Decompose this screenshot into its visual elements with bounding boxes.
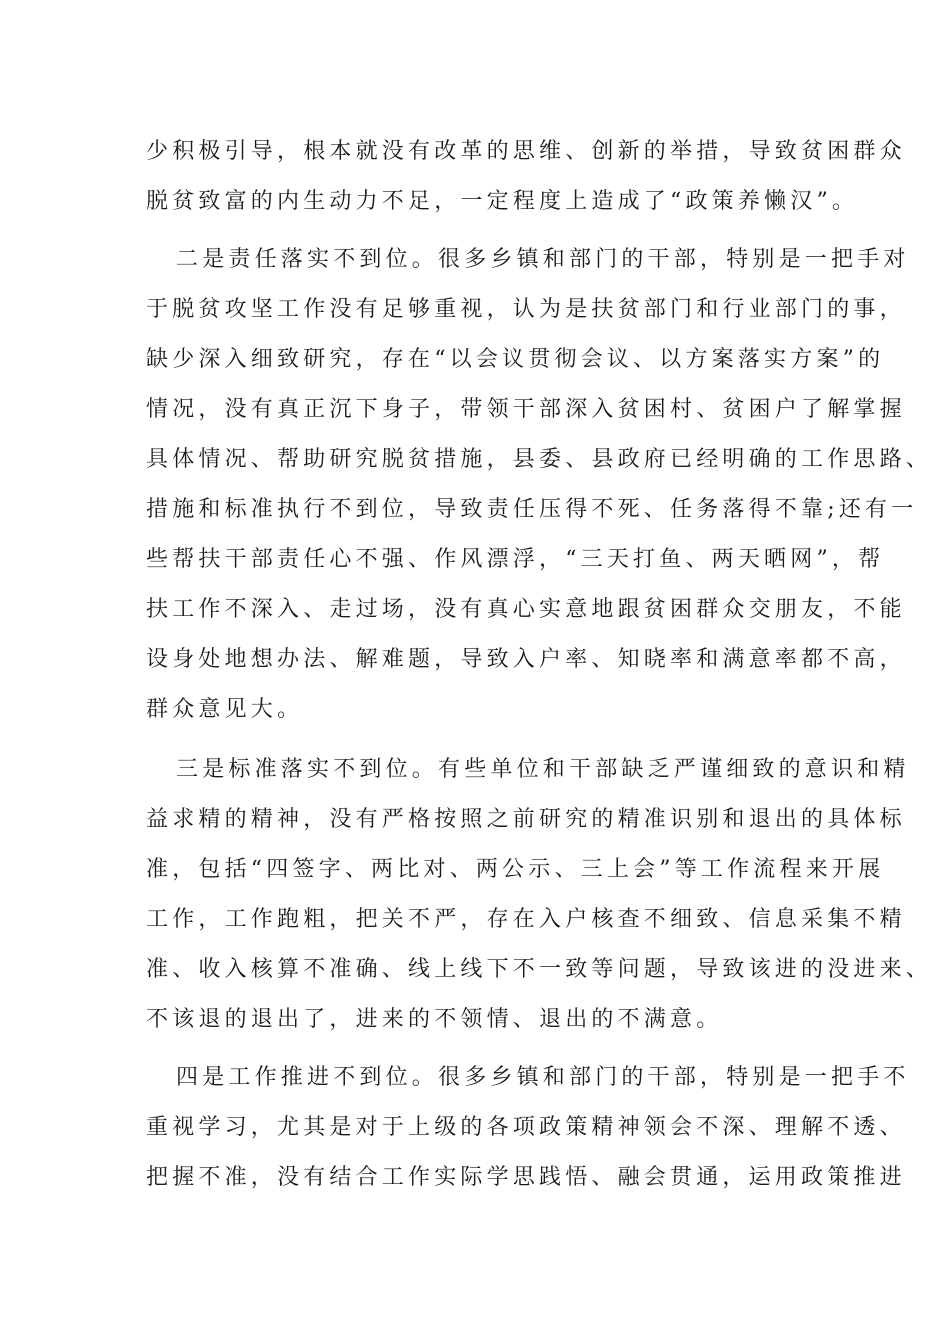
text-line: 群众意见大。: [146, 697, 304, 722]
text-line: 些帮扶干部责任心不强、作风漂浮，“三天打鱼、两天晒网”，帮: [146, 547, 885, 572]
text-line: 工作，工作跑粗，把关不严，存在入户核查不细致、信息采集不精: [146, 907, 906, 932]
paragraph-first-line: 三是标准落实不到位。有些单位和干部缺乏严谨细致的意识和精: [176, 757, 910, 782]
paragraph-first-line: 二是责任落实不到位。很多乡镇和部门的干部，特别是一把手对: [176, 247, 910, 272]
text-line: 脱贫致富的内生动力不足，一定程度上造成了“政策养懒汉”。: [146, 189, 859, 214]
text-line: 益求精的精神，没有严格按照之前研究的精准识别和退出的具体标: [146, 807, 906, 832]
text-line: 准，包括“四签字、两比对、两公示、三上会”等工作流程来开展: [146, 857, 885, 882]
text-line: 措施和标准执行不到位，导致责任压得不死、任务落得不靠;还有一: [146, 497, 918, 522]
text-line: 缺少深入细致研究，存在“以会议贯彻会议、以方案落实方案”的: [146, 347, 885, 372]
text-line: 具体情况、帮助研究脱贫措施，县委、县政府已经明确的工作思路、: [146, 447, 933, 472]
text-line: 设身处地想办法、解难题，导致入户率、知晓率和满意率都不高，: [146, 647, 906, 672]
text-line: 把握不准，没有结合工作实际学思践悟、融会贯通，运用政策推进: [146, 1165, 906, 1190]
text-line: 扶工作不深入、走过场，没有真心实意地跟贫困群众交朋友，不能: [146, 597, 906, 622]
paragraph-first-line: 四是工作推进不到位。很多乡镇和部门的干部，特别是一把手不: [176, 1065, 910, 1090]
text-line: 少积极引导，根本就没有改革的思维、创新的举措，导致贫困群众: [146, 139, 906, 164]
text-line: 于脱贫攻坚工作没有足够重视，认为是扶贫部门和行业部门的事，: [146, 297, 906, 322]
text-line: 不该退的退出了，进来的不领情、退出的不满意。: [146, 1007, 723, 1032]
text-line: 情况，没有真正沉下身子，带领干部深入贫困村、贫困户了解掌握: [146, 397, 906, 422]
text-line: 重视学习，尤其是对于上级的各项政策精神领会不深、理解不透、: [146, 1115, 906, 1140]
text-line: 准、收入核算不准确、线上线下不一致等问题，导致该进的没进来、: [146, 957, 933, 982]
